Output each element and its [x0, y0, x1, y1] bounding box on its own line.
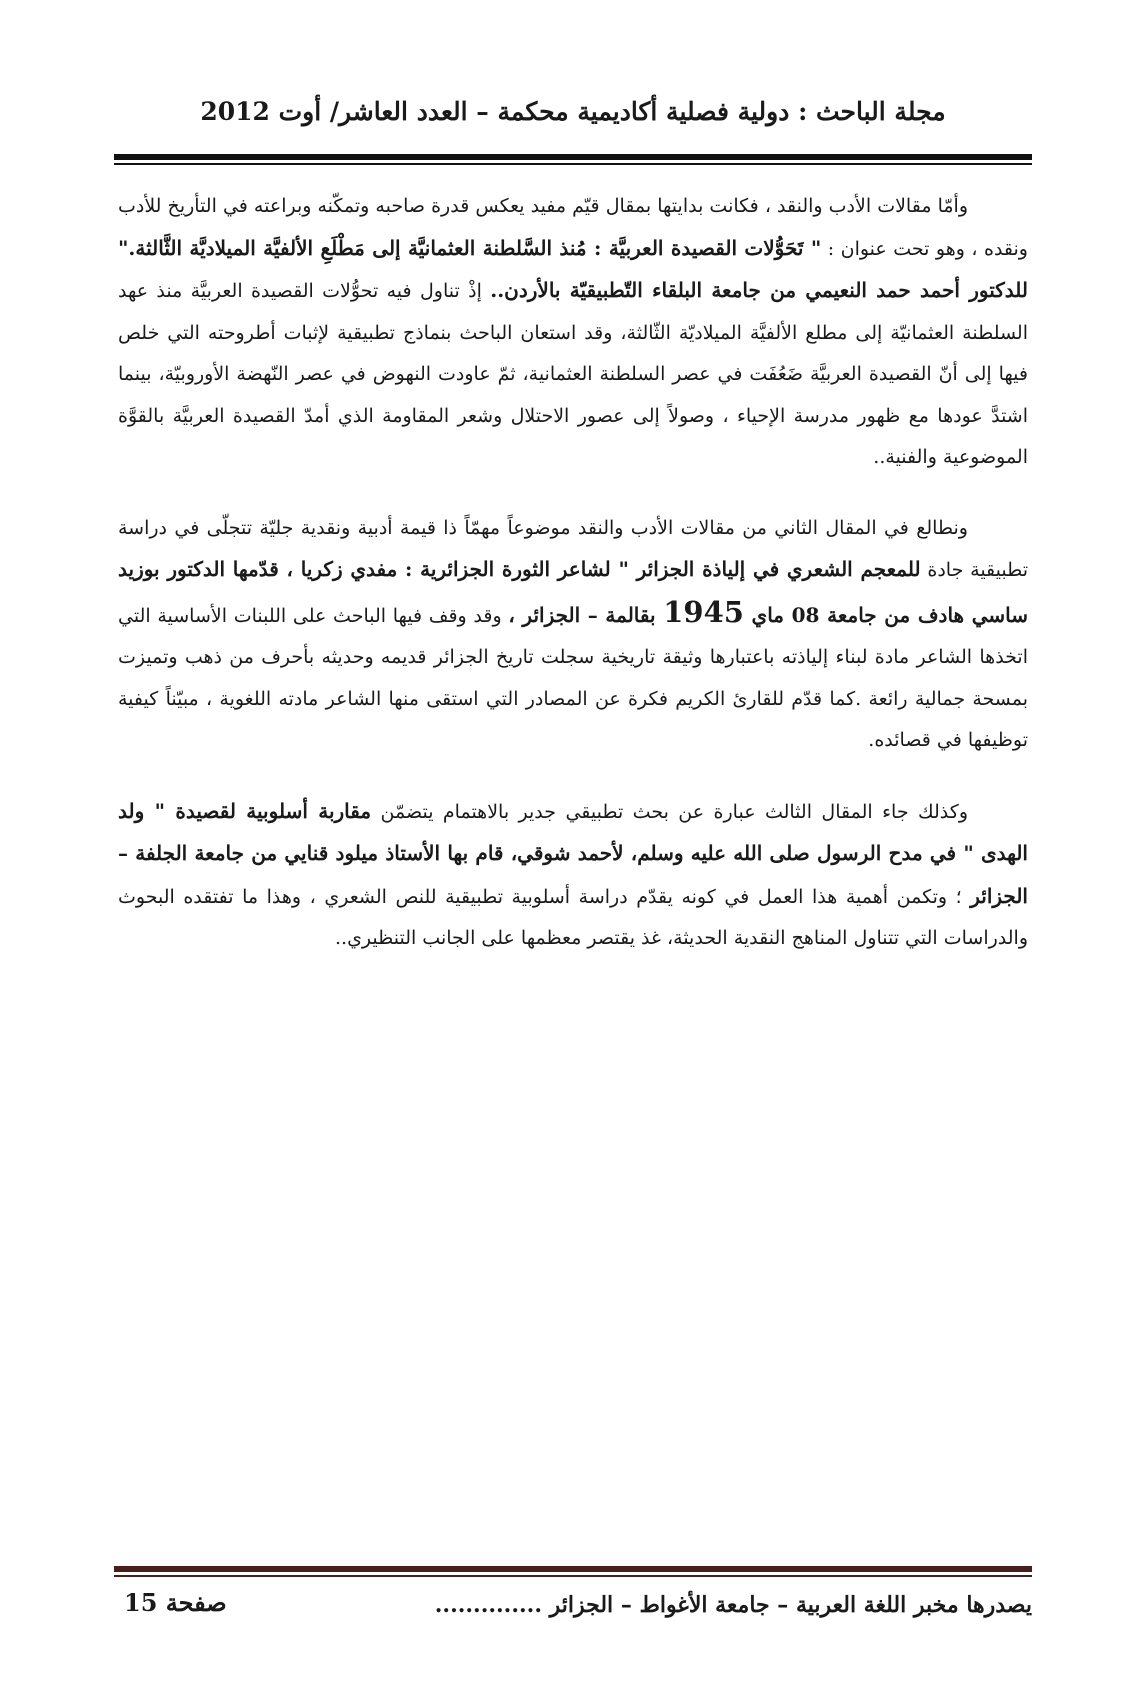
paragraph	[118, 791, 1028, 960]
text-run: وقد وقف فيها الباحث على اللبنات الأساسية التي اتخذها الشاعر مادة لبناء إلياذته باعتبارها وثيقة تاريخية سجلت تاريخ الجزائر قديمه وحديثه بأحرف من ذهب وتميزت بمسحة جمالية رائعة .كما قدّم للقارئ الكريم فكرة عن المصادر التي استقى منها الشاعر مادته اللغوية ، مبيّناً كيفية توظيفها في قصائده.	[118, 604, 1028, 751]
page-number: صفحة 15	[124, 1588, 227, 1617]
journal-header: مجلة الباحث : دولية فصلية أكاديمية محكمة – العدد العاشر/ أوت 2012	[200, 97, 946, 126]
header-rule-thick	[114, 154, 1032, 160]
footer-publisher: يصدرها مخبر اللغة العربية – جامعة الأغواط – الجزائر ..............	[434, 1592, 1032, 1618]
text-run: ؛ وتكمن أهمية هذا العمل في كونه يقدّم دراسة أسلوبية تطبيقية للنص الشعري ، وهذا ما تفتقده البحوث والدراسات التي تتناول المناهج النقدية الحديثة، غذ يقتصر معظمها على الجانب التنظيري..	[118, 885, 1028, 949]
text-run: وكذلك جاء المقال الثالث عبارة عن بحث تطبيقي جدير بالاهتمام يتضمّن	[371, 800, 968, 823]
text-run: ونطالع في المقال الثاني من مقالات الأدب والنقد موضوعاً مهمّاً ذا قيمة أدبية ونقدية جليّة تتجلّى في دراسة تطبيقية جادة	[118, 516, 1029, 581]
footer-rule-thick	[114, 1566, 1032, 1572]
bold-text-run: 1945	[663, 594, 744, 629]
bold-text-run: بقالمة – الجزائر ،	[508, 602, 664, 627]
paragraph	[118, 508, 1028, 762]
text-run: وأمّا مقالات الأدب والنقد ، فكانت بدايتها بمقال قيّم مفيد يعكس قدرة صاحبه وتمكّنه وبراعته في التأريخ للأدب ونقده ، وهو تحت عنوان :	[118, 195, 1028, 260]
article-body	[118, 186, 1028, 989]
bold-text-run: " تَحَوُّلات القصيدة العربيَّة : مُنذ السَّلطنة العثمانيَّة إلى مَطْلَعِ الألفيَّة الميلاديَّة الثَّالثة." للدكتور أحمد حمد النعيمي من جامعة البلقاء التّطبيقيّة بالأردن..	[118, 235, 1029, 302]
header-rule-thin	[114, 163, 1032, 165]
bold-text-run: مقاربة أسلوبية لقصيدة " ولد الهدى " في مدح الرسول صلى الله عليه وسلم، لأحمد شوقي، قام بها الأستاذ ميلود قنايي من جامعة الجلفة – الجزائر	[118, 798, 1028, 908]
footer-rule-thin	[114, 1575, 1032, 1577]
paragraph	[118, 186, 1028, 479]
bold-text-run: للمعجم الشعري في إلياذة الجزائر " لشاعر الثورة الجزائرية : مفدي زكريا ، قدّمها الدكتور بوزيد ساسي هادف من جامعة 08 ماي	[118, 557, 1029, 627]
text-run: إذْ تناول فيه تحوُّلات القصيدة العربيَّة منذ عهد السلطنة العثمانيّة إلى مطلع الألفيَّة الميلاديّة الثّالثة، وقد استعان الباحث بنماذج تطبيقية لإثبات أطروحته التي خلص فيها إلى أنّ القصيدة العربيَّة ضَعُفَت في عصر السلطنة العثمانية، ثمّ عاودت النهوض في عصر النّهضة الأوروبيّة، بينما اشتدَّ عودها مع ظهور مدرسة الإحياء ، وصولاً إلى عصور الاحتلال وشعر المقاومة الذي أمدّ القصيدة العربيَّة بالقوَّة الموضوعية والفنية..	[118, 280, 1028, 468]
